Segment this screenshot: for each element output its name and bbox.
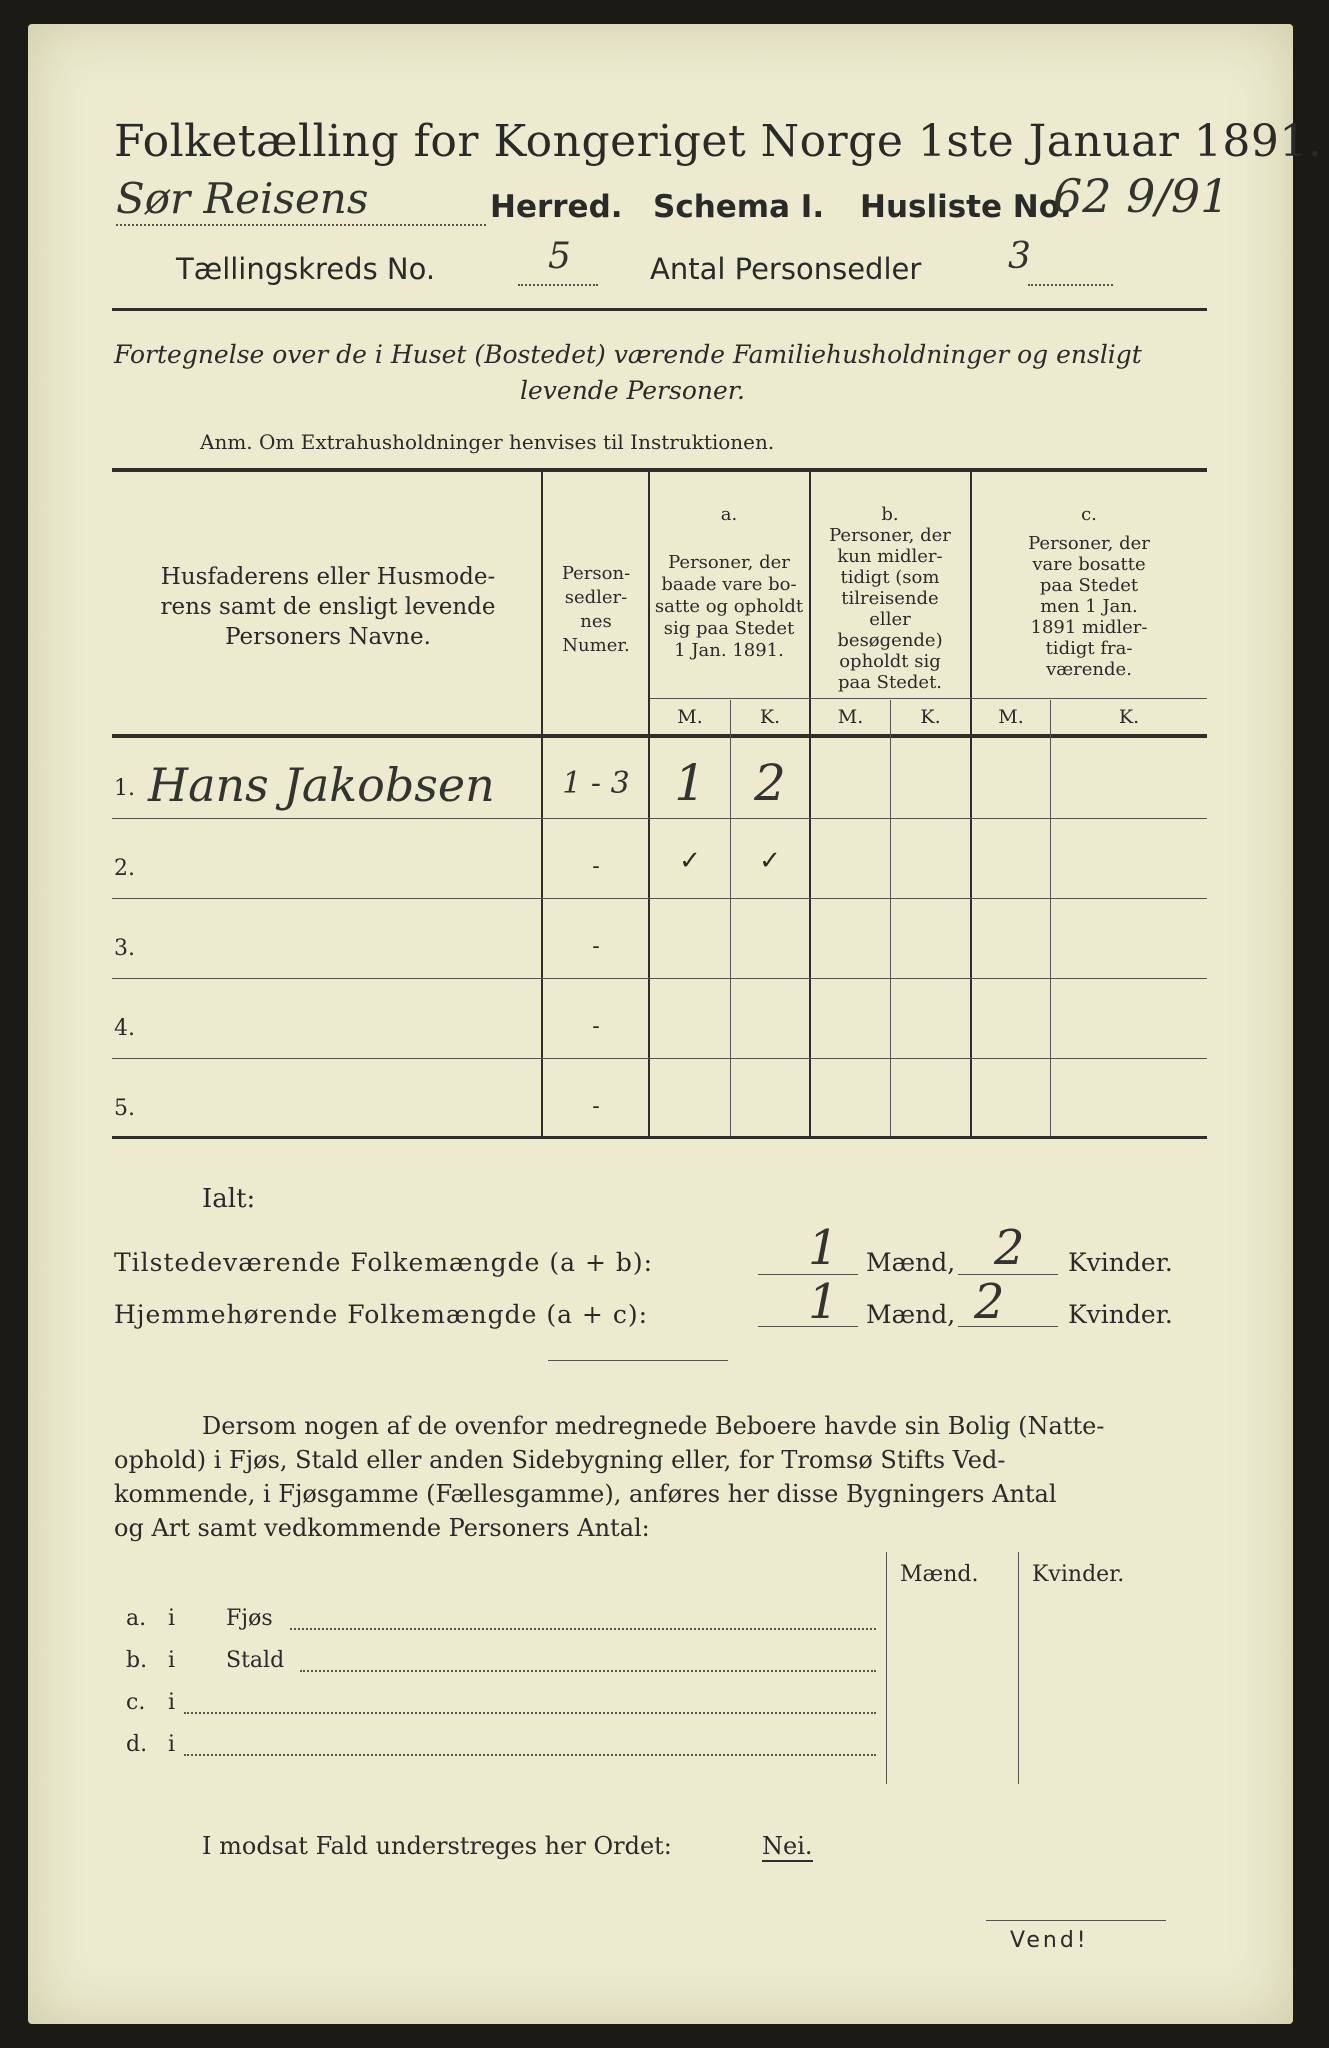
building-b-label: Stald: [226, 1648, 285, 1673]
col-c-line-4: men 1 Jan.: [1040, 596, 1138, 617]
col-divider-names: [541, 472, 543, 1136]
row-rule-2: [112, 898, 1207, 899]
building-c-i: i: [168, 1690, 176, 1715]
building-b-letter: b.: [126, 1648, 148, 1673]
kreds-label: Tællingskreds No.: [176, 252, 436, 286]
building-d-dotted-line: [184, 1754, 876, 1756]
antal-dotted-line: [1028, 284, 1113, 286]
hjemme-maend-line: [758, 1326, 858, 1327]
col-c-line-1: Personer, der: [1028, 533, 1150, 554]
row-number-4: 4.: [114, 1016, 135, 1041]
herred-dotted-line: [116, 224, 486, 226]
buildings-p1: Dersom nogen af de ovenfor medregnede Beboere havde sin Bolig (Natte-: [202, 1412, 1105, 1440]
col-a-header: [650, 504, 808, 662]
building-d-i: i: [168, 1732, 176, 1757]
col-names-line-2: rens samt de ensligt levende: [160, 594, 496, 620]
row-a-m-2: ✓: [679, 846, 701, 876]
building-a-label: Fjøs: [226, 1606, 273, 1631]
col-b-letter: b.: [881, 504, 899, 525]
form-title: Folketælling for Kongeriget Norge 1ste Januar 1891.: [114, 116, 1323, 167]
building-a-dotted-line: [290, 1628, 876, 1630]
row-numer-4: -: [592, 1014, 600, 1039]
tilsted-maend-label: Mænd,: [866, 1248, 956, 1277]
hjemme-kvinder-label: Kvinder.: [1068, 1300, 1173, 1329]
col-a-k: K.: [759, 706, 781, 728]
col-b-m: M.: [837, 706, 864, 728]
tilsted-kvinder-line: [958, 1274, 1058, 1275]
row-rule-3: [112, 978, 1207, 979]
buildings-kvinder-header: Kvinder.: [1032, 1562, 1125, 1587]
table-bottom-rule: [112, 1136, 1207, 1139]
col-names-line-3: Personers Navne.: [225, 624, 431, 650]
buildings-p2: ophold) i Fjøs, Stald eller anden Sidebygning eller, for Tromsø Stifts Ved-: [114, 1446, 1006, 1474]
tilsted-kvinder-value: 2: [994, 1220, 1025, 1276]
census-sheet: [28, 24, 1323, 2024]
col-c-k: K.: [1118, 706, 1140, 728]
col-c-letter: c.: [1081, 504, 1097, 525]
antal-number: 3: [1008, 236, 1031, 277]
row-numer-1: 1 - 3: [562, 766, 630, 801]
vend-text: Vend!: [1010, 1928, 1089, 1953]
col-b-k: K.: [920, 706, 941, 728]
col-c-line-7: værende.: [1046, 659, 1132, 680]
row-numer-5: -: [592, 1094, 600, 1119]
kreds-number: 5: [548, 236, 571, 277]
col-numer-line-2: sedler-: [564, 587, 628, 608]
table-top-rule: [112, 468, 1207, 472]
row-numer-3: -: [592, 934, 600, 959]
row-number-5: 5.: [114, 1096, 135, 1121]
building-c-letter: c.: [126, 1690, 146, 1715]
col-c-header: [972, 504, 1206, 680]
col-b-line-1: Personer, der: [829, 525, 951, 546]
col-c-line-5: 1891 midler-: [1030, 617, 1148, 638]
herred-label: Herred.: [490, 189, 623, 225]
hjemme-maend-value: 1: [808, 1274, 839, 1330]
hjemme-label: Hjemmehørende Folkemængde (a + c):: [114, 1300, 648, 1329]
row-rule-4: [112, 1058, 1207, 1059]
section-divider: [548, 1360, 728, 1361]
hjemme-maend-label: Mænd,: [866, 1300, 956, 1329]
table-header-rule: [112, 734, 1207, 738]
husliste-number: 62 9/91: [1053, 169, 1230, 223]
row-number-2: 2.: [114, 856, 135, 881]
schema-label: Schema I.: [653, 189, 825, 225]
intro-line-1: Fortegnelse over de i Huset (Bostedet) værende Familiehusholdninger og ensligt: [114, 340, 1142, 369]
tilsted-maend-value: 1: [808, 1220, 839, 1276]
col-divider-c-mk: [1050, 700, 1051, 1136]
row-name-1: Hans Jakobsen: [148, 758, 495, 812]
col-b-line-5: eller: [869, 609, 911, 630]
row-number-1: 1.: [114, 776, 135, 801]
col-c-line-2: vare bosatte: [1032, 554, 1146, 575]
col-b-line-7: opholdt sig: [839, 651, 941, 672]
vend-rule: [986, 1920, 1166, 1921]
col-b-line-4: tilreisende: [841, 588, 939, 609]
building-a-i: i: [168, 1606, 176, 1631]
ialt-label: Ialt:: [202, 1184, 256, 1214]
row-a-k-1: 2: [754, 754, 786, 812]
modsat-text: I modsat Fald understreges her Ordet:: [202, 1832, 672, 1860]
row-rule-1: [112, 818, 1207, 819]
anm-note: Anm. Om Extrahusholdninger henvises til Instruktionen.: [200, 430, 775, 454]
col-a-line-1: Personer, der: [668, 552, 790, 573]
buildings-p3: kommende, i Fjøsgamme (Fællesgamme), anføres her disse Bygningers Antal: [114, 1480, 1057, 1508]
building-d-letter: d.: [126, 1732, 148, 1757]
row-a-k-2: ✓: [759, 846, 781, 876]
col-names-line-1: Husfaderens eller Husmode-: [160, 564, 496, 590]
col-c-m: M.: [998, 706, 1024, 728]
tilsted-label: Tilstedeværende Folkemængde (a + b):: [114, 1248, 654, 1277]
col-a-line-5: 1 Jan. 1891.: [674, 640, 784, 661]
row-number-3: 3.: [114, 936, 135, 961]
col-a-line-2: baade vare bo-: [661, 574, 797, 595]
kreds-dotted-line: [518, 284, 598, 286]
building-b-dotted-line: [300, 1670, 876, 1672]
col-b-line-6: besøgende): [837, 630, 943, 651]
hjemme-kvinder-line: [958, 1326, 1058, 1327]
buildings-p4: og Art samt vedkommende Personers Antal:: [114, 1514, 650, 1542]
herred-name: Sør Reisens: [116, 174, 369, 223]
col-divider-b-mk: [890, 700, 891, 1136]
col-b-line-2: kun midler-: [837, 546, 943, 567]
col-c-line-3: paa Stedet: [1039, 575, 1139, 596]
col-c-line-6: tidigt fra-: [1045, 638, 1133, 659]
buildings-col-divider-1: [886, 1552, 887, 1784]
tilsted-kvinder-label: Kvinder.: [1068, 1248, 1173, 1277]
hjemme-kvinder-value: 2: [974, 1274, 1005, 1330]
col-b-line-3: tidigt (som: [840, 567, 940, 588]
col-a-line-3: satte og opholdt: [654, 596, 804, 617]
header-rule: [112, 308, 1207, 311]
antal-label: Antal Personsedler: [650, 252, 922, 286]
col-numer-header: [544, 562, 648, 658]
row-numer-2: -: [592, 854, 600, 879]
buildings-col-divider-2: [1018, 1552, 1019, 1784]
col-a-m: M.: [677, 706, 703, 728]
col-names-header: [118, 562, 538, 652]
intro-line-2: levende Personer.: [520, 376, 745, 405]
buildings-maend-header: Mænd.: [900, 1562, 979, 1587]
building-a-letter: a.: [126, 1606, 147, 1631]
col-a-letter: a.: [720, 504, 738, 525]
col-b-header: [811, 504, 969, 693]
col-numer-line-4: Numer.: [562, 635, 630, 656]
row-a-m-1: 1: [674, 754, 706, 812]
col-numer-line-1: Person-: [561, 563, 631, 584]
husliste-label: Husliste No.: [860, 189, 1072, 225]
nei-word: Nei.: [762, 1832, 813, 1860]
col-b-line-8: paa Stedet.: [837, 672, 943, 693]
col-numer-line-3: nes: [580, 611, 612, 632]
building-c-dotted-line: [184, 1712, 876, 1714]
col-a-line-4: sig paa Stedet: [663, 618, 795, 639]
mk-rule: [650, 698, 1207, 699]
building-b-i: i: [168, 1648, 176, 1673]
